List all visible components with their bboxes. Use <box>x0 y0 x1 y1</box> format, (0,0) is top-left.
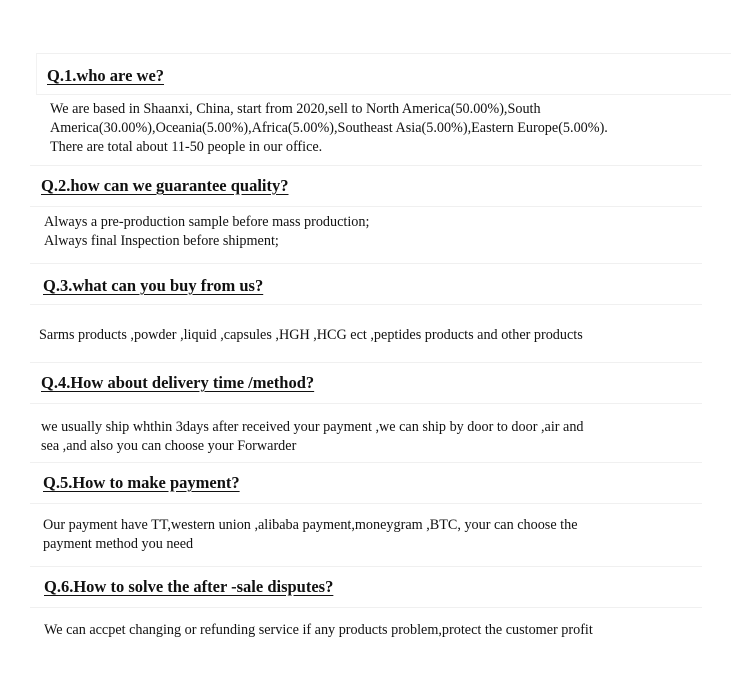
faq-3-question: Q.3.what can you buy from us? <box>43 276 264 295</box>
faq-6-answer <box>44 621 593 640</box>
faq-5-answer-line-2: payment method you need <box>43 536 194 552</box>
faq-4-question: Q.4.How about delivery time /method? <box>41 373 315 392</box>
faq-4-answer <box>41 418 584 456</box>
faq-1-answer-line-1: We are based in Shaanxi, China, start from 2020,sell to North America(50.00%),South <box>50 101 541 117</box>
faq-1-answer-line-3: There are total about 11-50 people in our office. <box>50 139 323 155</box>
faq-4-answer-line-2: sea ,and also you can choose your Forwarder <box>41 438 297 454</box>
faq-1-question: Q.1.who are we? <box>47 66 165 85</box>
faq-5-answer <box>43 516 578 554</box>
faq-4-answer-line-1: we usually ship whthin 3days after received your payment ,we can ship by door to door ,air and <box>41 419 584 435</box>
faq-6-answer-line-1: We can accpet changing or refunding service if any products problem,protect the customer profit <box>44 622 593 638</box>
faq-6-question: Q.6.How to solve the after -sale disputes? <box>44 577 334 596</box>
faq-1-answer <box>50 100 608 157</box>
faq-3-answer <box>39 326 583 345</box>
faq-3-answer-line-1: Sarms products ,powder ,liquid ,capsules ,HGH ,HCG ect ,peptides products and other products <box>39 327 583 343</box>
faq-2-answer <box>44 213 369 251</box>
faq-2-answer-line-1: Always a pre-production sample before mass production; <box>44 214 370 230</box>
faq-5-answer-line-1: Our payment have TT,western union ,alibaba payment,moneygram ,BTC, your can choose the <box>43 517 578 533</box>
faq-2-question: Q.2.how can we guarantee quality? <box>41 176 289 195</box>
faq-1-answer-line-2: America(30.00%),Oceania(5.00%),Africa(5.00%),Southeast Asia(5.00%),Eastern Europe(5.00%). <box>50 120 608 136</box>
faq-2-answer-line-2: Always final Inspection before shipment; <box>44 233 279 249</box>
faq-5-question: Q.5.How to make payment? <box>43 473 240 492</box>
